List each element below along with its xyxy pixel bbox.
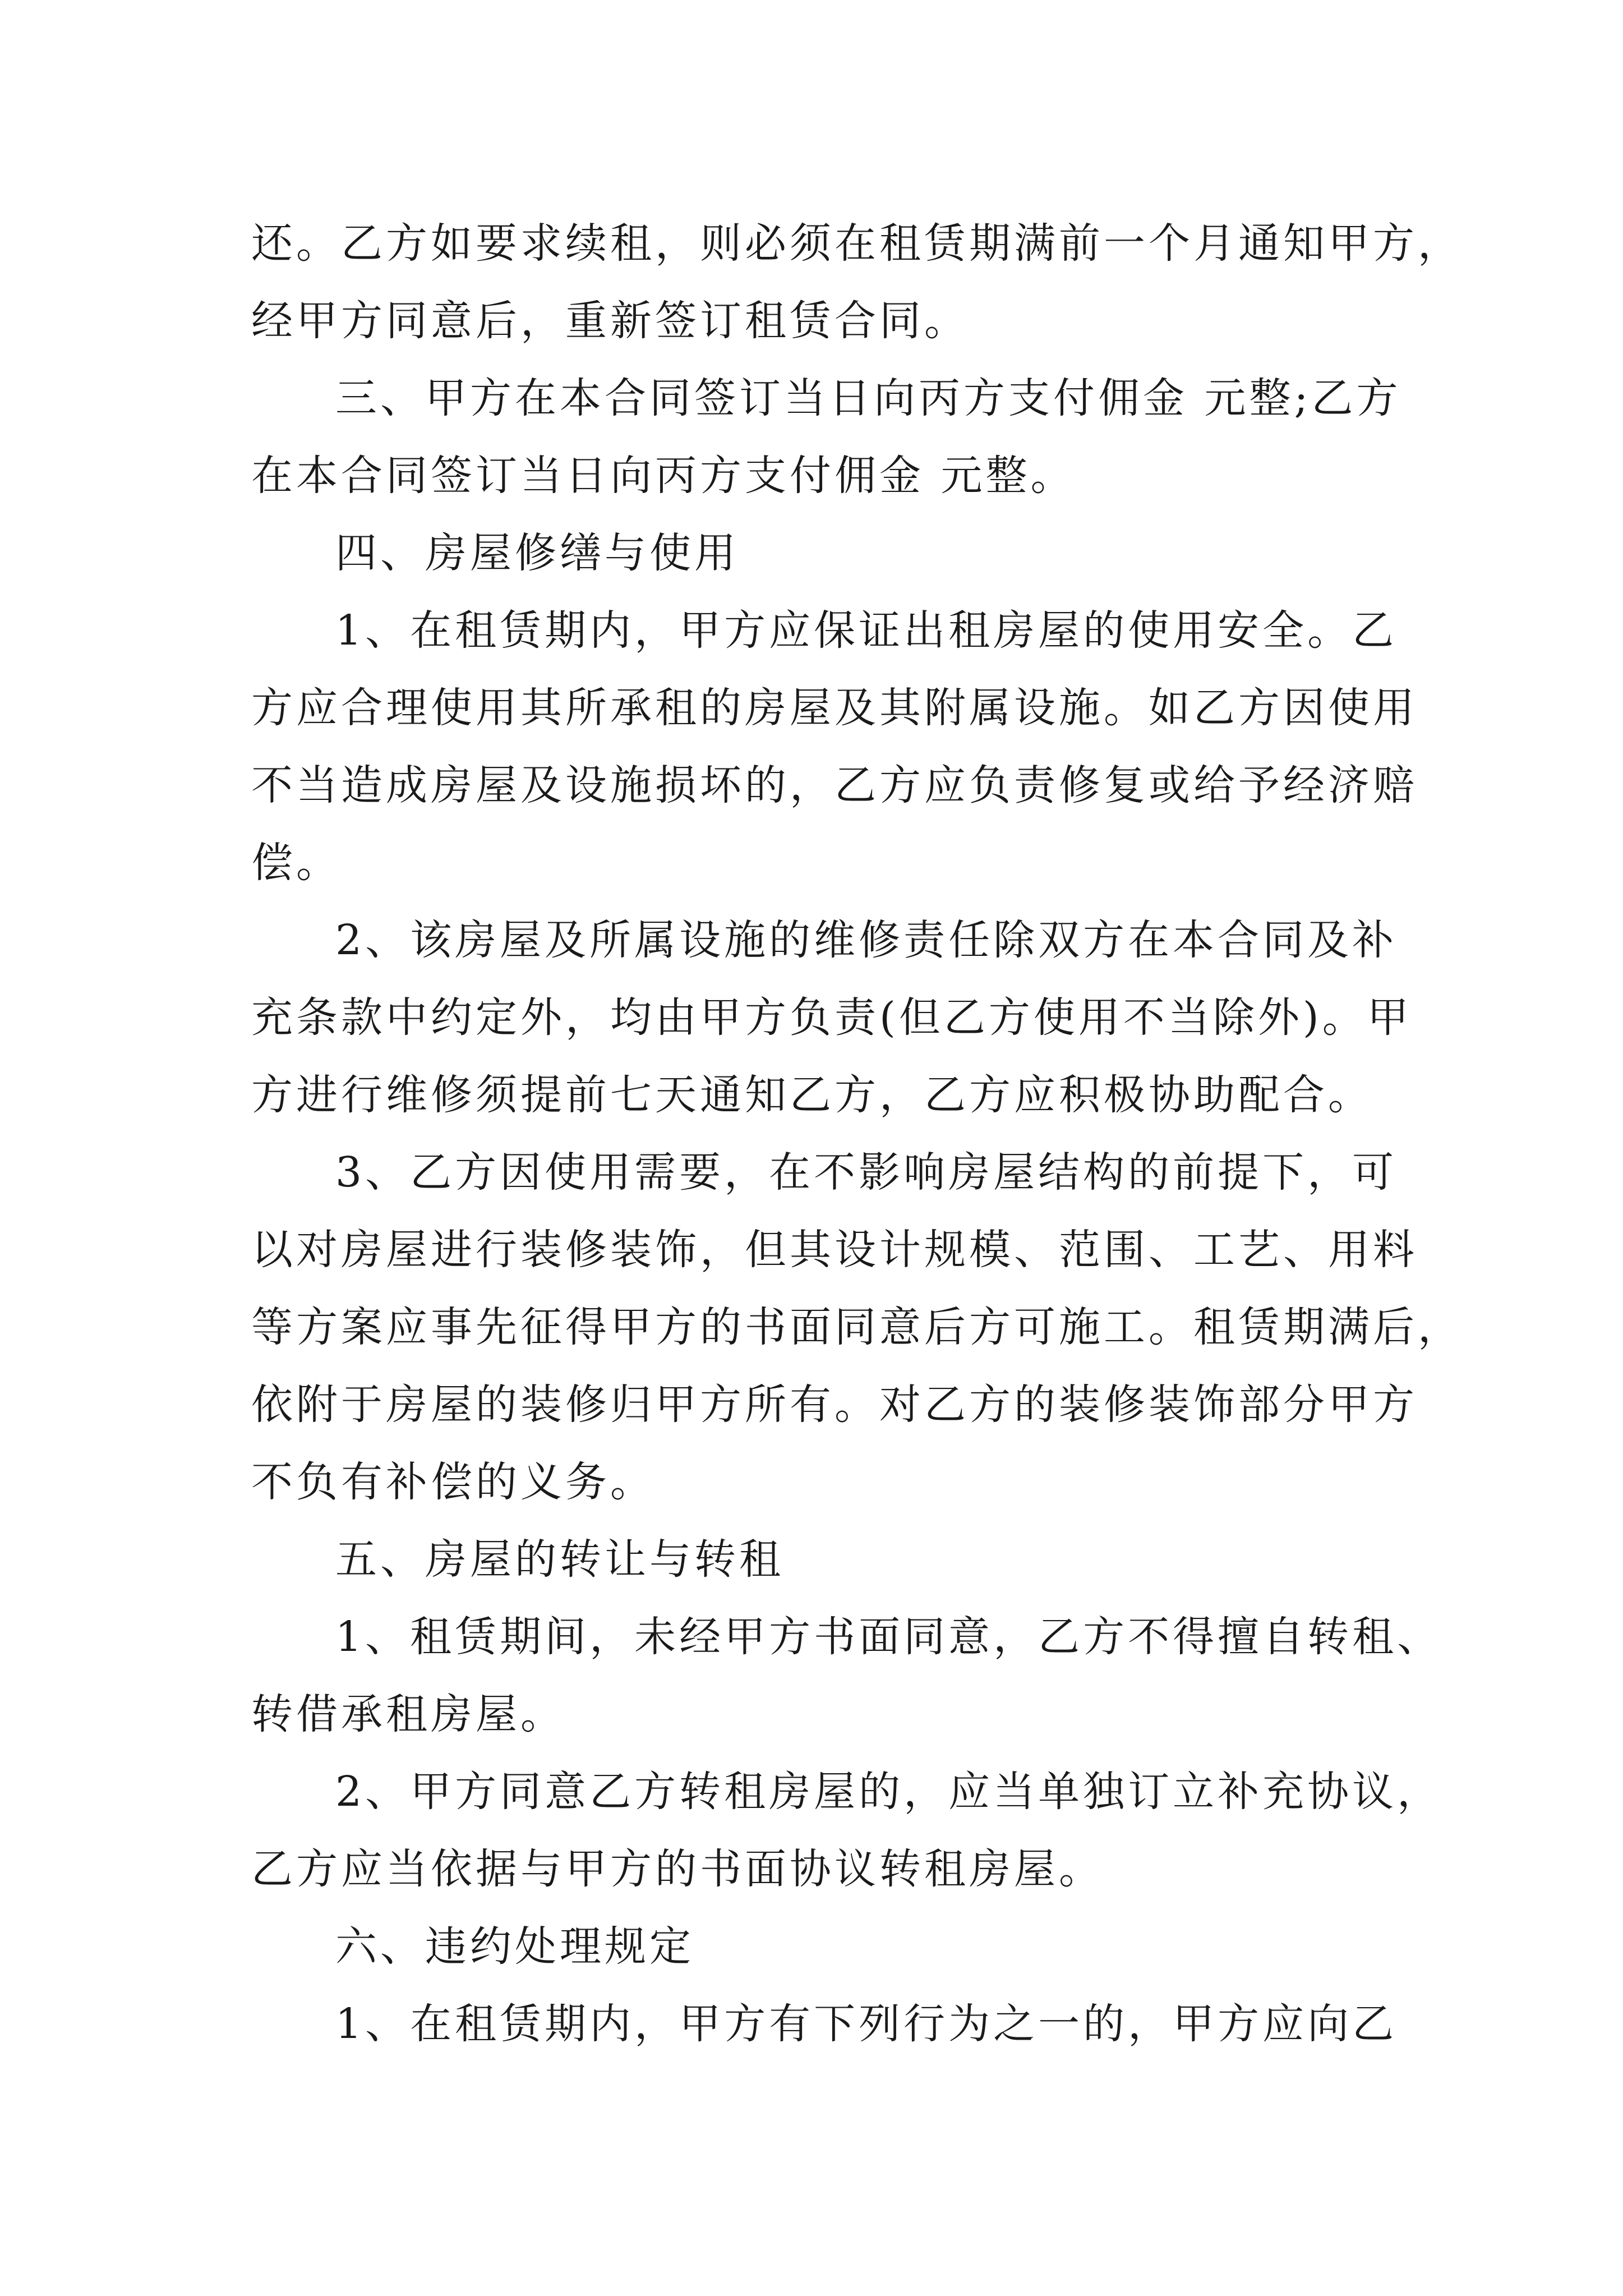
text-line: 依附于房屋的装修归甲方所有。对乙方的装修装饰部分甲方 — [251, 1381, 1418, 1429]
text-line: 不负有补偿的义务。 — [251, 1458, 655, 1506]
text-line: 1、在租赁期内，甲方应保证出租房屋的使用安全。乙 — [335, 606, 1398, 655]
paragraph — [251, 1908, 1378, 1985]
text-line: 在本合同签订当日向丙方支付佣金 元整。 — [251, 452, 1076, 500]
paragraph — [251, 205, 1463, 360]
paragraph — [251, 1753, 1442, 1908]
text-line: 3、乙方因使用需要，在不影响房屋结构的前提下，可 — [335, 1148, 1398, 1197]
text-line: 以对房屋进行装修装饰，但其设计规模、范围、工艺、用料 — [251, 1226, 1418, 1274]
text-line: 方进行维修须提前七天通知乙方，乙方应积极协助配合。 — [251, 1071, 1373, 1119]
text-line: 还。乙方如要求续租，则必须在租赁期满前一个月通知甲方， — [251, 219, 1463, 268]
paragraph — [251, 592, 1418, 901]
text-line: 三、甲方在本合同签订当日向丙方支付佣金 元整;乙方 — [335, 374, 1401, 422]
text-line: 六、违约处理规定 — [335, 1922, 694, 1971]
text-line: 充条款中约定外，均由甲方负责(但乙方使用不当除外)。甲 — [251, 993, 1412, 1042]
paragraph — [251, 1985, 1398, 2063]
paragraph — [251, 1134, 1463, 1521]
document-body — [251, 205, 1463, 2063]
text-line: 方应合理使用其所承租的房屋及其附属设施。如乙方因使用 — [251, 684, 1418, 732]
text-line: 五、房屋的转让与转租 — [335, 1535, 784, 1584]
text-line: 1、租赁期间，未经甲方书面同意，乙方不得擅自转租、 — [335, 1613, 1442, 1661]
paragraph — [251, 1521, 1378, 1598]
text-line: 2、该房屋及所属设施的维修责任除双方在本合同及补 — [335, 916, 1398, 964]
text-line: 经甲方同意后，重新签订租赁合同。 — [251, 297, 969, 345]
text-line: 四、房屋修缮与使用 — [335, 529, 739, 577]
paragraph — [251, 514, 1378, 592]
paragraph — [251, 1598, 1442, 1753]
text-line: 转借承租房屋。 — [251, 1690, 565, 1738]
text-line: 等方案应事先征得甲方的书面同意后方可施工。租赁期满后， — [251, 1303, 1463, 1351]
paragraph — [251, 360, 1401, 514]
text-line: 不当造成房屋及设施损坏的，乙方应负责修复或给予经济赔 — [251, 761, 1418, 809]
text-line: 乙方应当依据与甲方的书面协议转租房屋。 — [251, 1845, 1104, 1893]
text-line: 偿。 — [251, 839, 341, 887]
text-line: 1、在租赁期内，甲方有下列行为之一的，甲方应向乙 — [335, 2000, 1398, 2048]
text-line: 2、甲方同意乙方转租房屋的，应当单独订立补充协议， — [335, 1768, 1442, 1816]
paragraph — [251, 901, 1412, 1134]
